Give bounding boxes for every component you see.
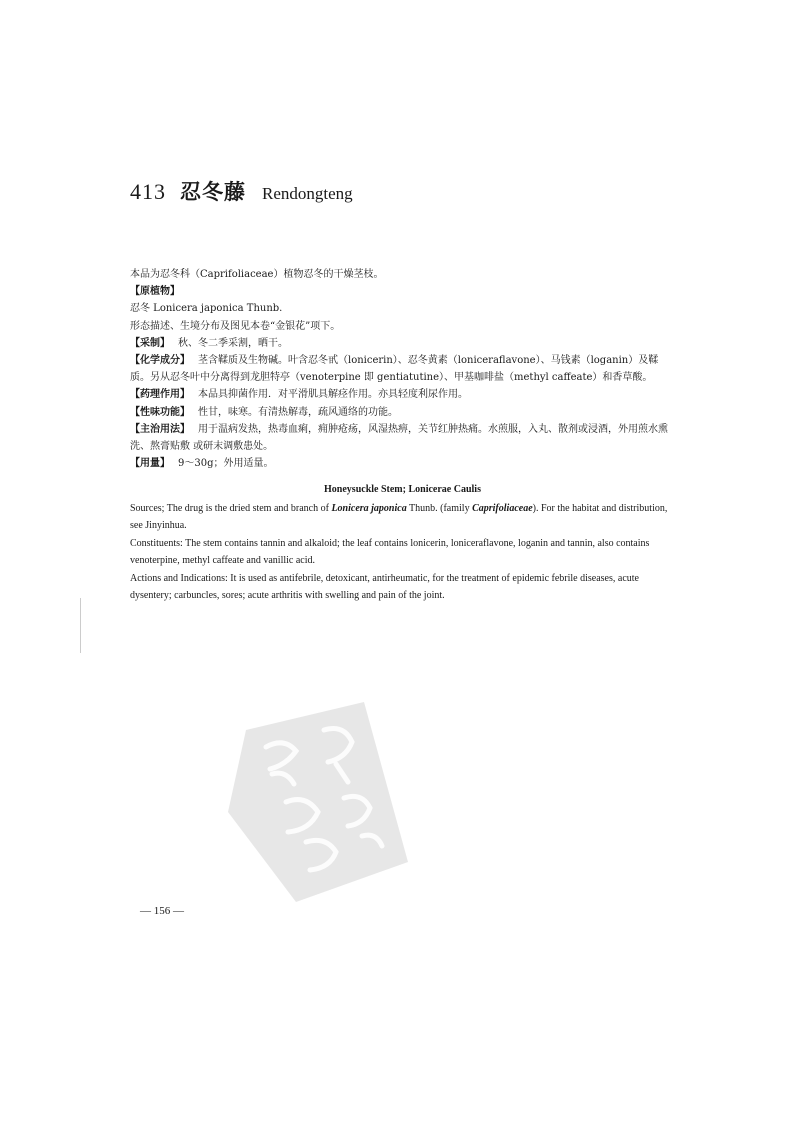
chem-heading: 【化学成分】: [130, 355, 190, 367]
english-section: [130, 481, 675, 605]
chem-text: 茎含鞣质及生物碱。叶含忍冬甙（lonicerin）、忍冬黄素（loniceraflavone）、马钱素（loganin）及鞣质。另从忍冬叶中分离得到龙胆特亭（venoterpine 即 gentiatutine）、甲基咖啡盐（methyl caffeate）和香草酸。: [130, 355, 659, 384]
nature-text: 性甘，味寒。有清热解毒，疏风通络的功能。: [198, 406, 398, 418]
plant-species: 忍冬 Lonicera japonica Thunb.: [130, 303, 283, 315]
sources-mid: Thunb. (family: [406, 502, 473, 514]
chinese-section: [130, 266, 675, 472]
entry-title-chinese: 忍冬藤: [180, 180, 246, 204]
entry-number: 413: [130, 179, 166, 204]
scan-edge-mark: [80, 598, 81, 653]
sources-family: Caprifoliaceae: [472, 502, 533, 514]
sources-post: ). For the habitat and distribution, see Jinyinhua.: [130, 502, 668, 531]
english-title: Honeysuckle Stem; Lonicerae Caulis: [324, 484, 481, 495]
pharm-text: 本品具抑菌作用．对平滑肌具解痉作用。亦具轻度利尿作用。: [198, 389, 468, 401]
sources-species: Lonicera japonica: [331, 502, 407, 514]
usage-text: 用于温病发热，热毒血痢，痈肿疮疡，风湿热痹，关节红肿热痛。水煎服，入丸、散剂或浸酒，外用煎水熏洗、熬膏贴敷 或研末调敷患处。: [130, 423, 668, 453]
usage-heading: 【主治用法】: [130, 423, 190, 435]
collect-text: 秋、冬二季采割，晒干。: [178, 337, 288, 349]
nature-heading: 【性味功能】: [130, 406, 190, 418]
dose-text: 9～30g；外用适量。: [178, 458, 274, 470]
actions-paragraph: Actions and Indications: It is used as antifebrile, detoxicant, antirheumatic, for the treatment of epidemic febrile diseases, acute dysentery; carbuncles, sores; acute arthritis with swelling and pain of the joint.: [130, 572, 639, 601]
plant-note: 形态描述、生境分布及图见本卷“金银花”项下。: [130, 320, 341, 332]
seal-watermark: [226, 702, 411, 902]
constituents-paragraph: Constituents: The stem contains tannin and alkaloid; the leaf contains lonicerin, loniceraflavone, loganin and tannin, also contains venoterpine, methyl caffeate and vanillic acid.: [130, 537, 650, 566]
intro-text: 本品为忍冬科（Caprifoliaceae）植物忍冬的干燥茎枝。: [130, 269, 384, 280]
page-number: — 156 —: [140, 905, 184, 917]
sources-pre: Sources; The drug is the dried stem and branch of: [130, 502, 332, 514]
collect-heading: 【采制】: [130, 337, 170, 349]
pharm-heading: 【药理作用】: [130, 389, 190, 401]
entry-title: [130, 176, 353, 206]
entry-title-pinyin: Rendongteng: [262, 184, 353, 203]
dose-heading: 【用量】: [130, 458, 170, 470]
sources-paragraph: [130, 500, 675, 535]
plant-heading: 【原植物】: [130, 286, 180, 298]
